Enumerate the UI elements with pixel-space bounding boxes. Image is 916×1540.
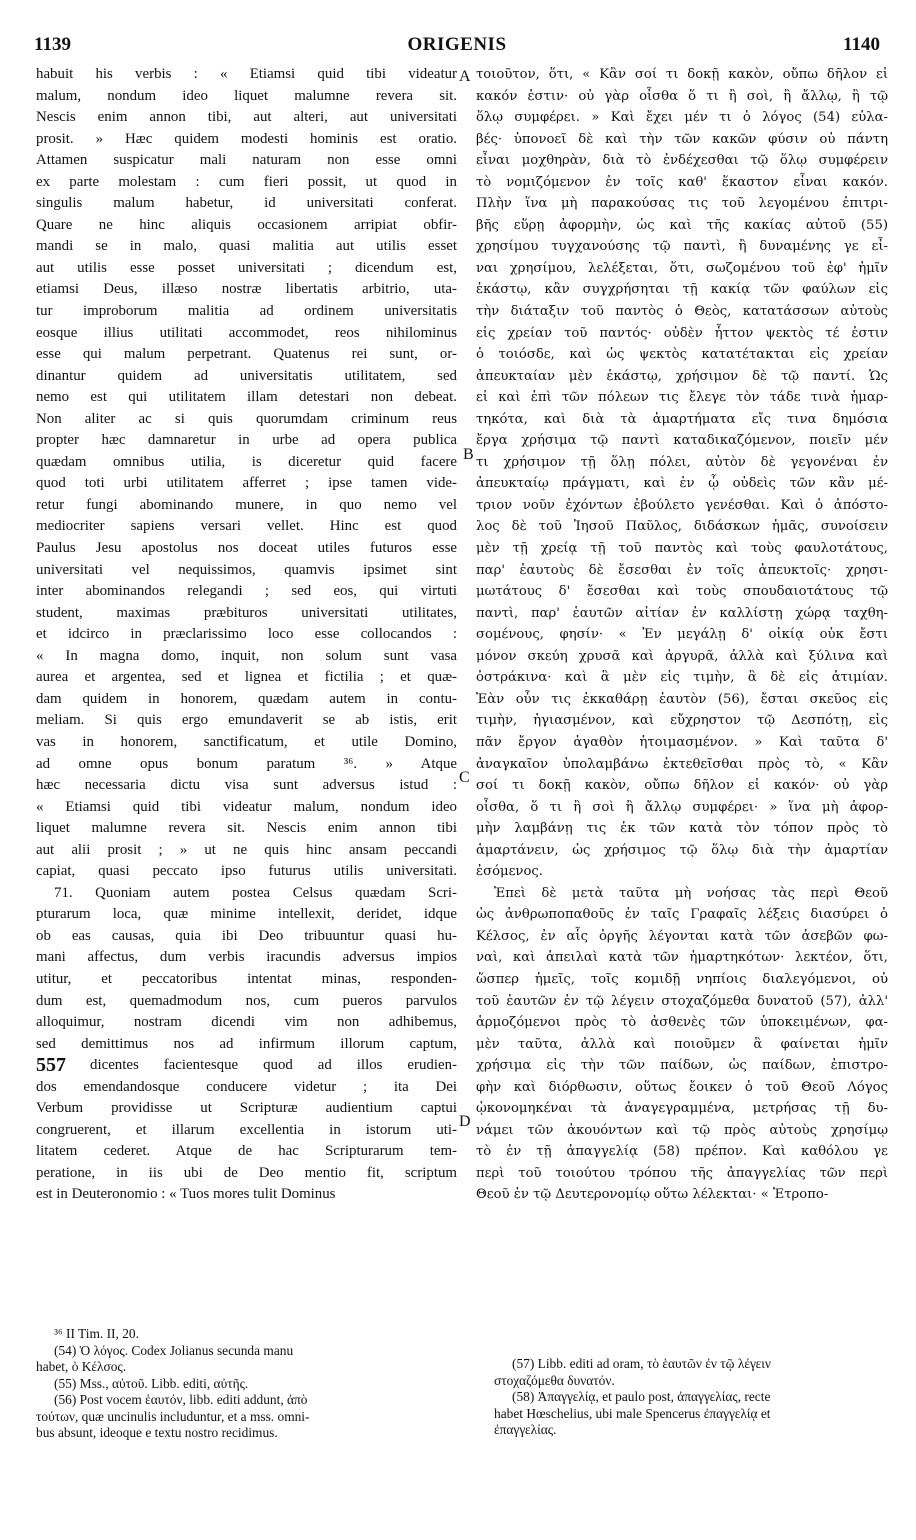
margin-letter-a: A — [459, 68, 471, 85]
text-line: dam quidem in honorem, quædam autem in contu- — [36, 690, 457, 707]
text-line: Quare ne hinc aliquis occasionem arripiat obfir- — [36, 216, 457, 233]
text-line: quædam omnibus utilia, is diceretur quid facere — [36, 453, 457, 470]
text-line: ex parte molestam : cum fieri possit, ut quod in — [36, 173, 457, 190]
text-line: litatem cederet. Atque de hac Scripturarum tem- — [36, 1143, 457, 1160]
text-line: pturarum loca, quæ minime intellexit, deridet, idque — [36, 906, 457, 923]
footnote-line: (58) Ἀπαγγελίᾳ, et paulo post, ἀπαγγελίας, recte — [512, 1389, 771, 1404]
footnote-line: ἐπαγγελίας. — [494, 1422, 557, 1437]
text-line: βῆς εὕρῃ ἀφορμὴν, ὡς καὶ τῆς κακίας αὐτοῦ (55) — [476, 217, 888, 233]
text-line: ὅλῳ συμφέρει. » Καὶ ἔχει μέν τι ὁ λόγος (54) εὐλα- — [476, 110, 888, 126]
text-line: χρήσιμα εἰς τὴν τῶν παίδων, ὡς παίδων, ἐπιστρο- — [476, 1058, 888, 1074]
text-line: mandi se in malo, quasi malitia aut utilis esset — [36, 238, 457, 255]
text-line: σοί τι δοκῇ κακὸν, οὔπω δῆλον εἰ κακόν· οὐ γὰρ — [476, 778, 888, 794]
text-line: τηκότα, καὶ διὰ τὰ ἁμαρτήματα εἴς τινα δημόσια — [476, 411, 888, 427]
text-line: ὀστράκινα· καὶ ἃ μὲν εἰς τιμὴν, ἃ δὲ εἰς ἀτιμίαν. — [476, 670, 888, 686]
text-line: ἀπευκταίαν μὲν ἑκάστῳ, χρήσιμον δὲ τῷ παντί. Ὡς — [476, 368, 888, 384]
text-line: eosque illius utilitati accommodet, reos nihilominus — [36, 324, 457, 341]
text-line: inter abominandos relegandi ; sed eos, qui virtuti — [36, 583, 457, 600]
text-line: capiat, quasi peccato ipso futurus utilis universitati. — [36, 863, 457, 880]
footnote-line: habet, ὁ Κέλσος. — [36, 1359, 127, 1374]
text-line: Ἐπεὶ δὲ μετὰ ταῦτα μὴ νοήσας τὰς περὶ Θεοῦ — [494, 885, 888, 901]
text-line: ἀναγκαῖον ὑπολαμβάνω ἐκτεθεῖσθαι πρὸς τὸ, « Κἂν — [476, 756, 888, 772]
text-line: prosit. » Hæc quidem modesti hominis est oratio. — [36, 130, 457, 147]
text-line: « Etiamsi quid tibi videatur malum, nondum ideo — [36, 798, 457, 815]
page-header — [34, 34, 880, 56]
greek-column — [476, 64, 888, 1206]
text-line: aut alii prosit ; » ut ne quis hinc ansam peccandi — [36, 841, 457, 858]
text-line: retur fungi abominando munere, in quo nemo vel — [36, 496, 457, 513]
text-line: Ἐὰν οὖν τις ἐκκαθάρῃ ἑαυτὸν (56), ἔσται σκεῦος εἰς — [476, 691, 888, 707]
text-line: mani affectus, dum verbis iracundis adversus impios — [36, 949, 457, 966]
text-line: βές· ὑπονοεῖ δὲ καὶ τὴν τῶν κακῶν φύσιν οὐ πάντη — [476, 131, 888, 147]
text-line: aut utilis esse posset universitati ; dicendum est, — [36, 259, 457, 276]
text-line: ὡς ἀνθρωποπαθοῦς ἐν ταῖς Γραφαῖς λέξεις διασύρει ὁ — [476, 907, 888, 923]
text-line: dos emendandosque conducere videtur ; ita Dei — [36, 1078, 457, 1095]
text-line: malum, nondum ideo liquet malumne revera sit. — [36, 87, 457, 104]
latin-column — [36, 64, 457, 1206]
text-line: μόνον σκεύη χρυσᾶ καὶ ἀργυρᾶ, ἀλλὰ καὶ ξύλινα καὶ — [476, 648, 888, 664]
running-title: ORIGENIS — [407, 34, 507, 55]
text-line: « In magna domo, inquit, non solum sunt vasa — [36, 647, 457, 664]
text-line: εἰ καὶ ἐπὶ τῶν πόλεων τις ἔλεγε τὸν τάδε τινὰ ἡμαρ- — [476, 390, 888, 406]
text-line: universitati vel nequissimos, quamvis ipsimet sint — [36, 561, 457, 578]
text-line: ὥσπερ ἡμεῖς, τοῖς κομιδῇ νηπίοις διαλεγόμενοι, οὐ — [476, 971, 888, 987]
inline-page-number: 557 — [36, 1054, 66, 1077]
text-line: τοῦ ἑαυτῶν ἐν τῷ λέγειν στοχαζόμεθα δυνατοῦ (57), ἀλλ' — [476, 993, 888, 1009]
text-line: παρ' ἑαυτοὺς δὲ ἔσεσθαι ἐν τοῖς ἀπευκτοῖς· χρησι- — [476, 562, 888, 578]
page-number-left: 1139 — [34, 34, 71, 55]
text-line: Non aliter ac si quis quorumdam criminum reus — [36, 410, 457, 427]
text-line: dinantur quidem ad universitatis utilitatem, sed — [36, 367, 457, 384]
footnote-line: bus absunt, ideoque e textu nostro recidimus. — [36, 1425, 278, 1440]
text-line: τι χρήσιμον τῇ ὅλῃ πόλει, αὐτὸν δὲ γεγονέναι ἐν — [476, 454, 888, 470]
footnote-line: ³⁶ II Tim. II, 20. — [54, 1326, 139, 1341]
text-line: ob eas causas, quia ibi Deo tribuuntur quasi hu- — [36, 927, 457, 944]
footnote-line: στοχαζόμεθα δυνατόν. — [494, 1372, 615, 1388]
page-number-right: 1140 — [843, 34, 880, 55]
text-line: etiamsi Deus, illæso nostræ libertatis arbitrio, uta- — [36, 281, 457, 298]
text-line: utitur, et peccatoribus intentat minas, responden- — [36, 970, 457, 987]
text-line: peratione, in iis ubi de Deo mentio fit, scriptum — [36, 1164, 457, 1181]
text-line: ἔργα χρήσιμα τῷ παντὶ καταδικαζόμενον, ποιεῖν μέν — [476, 433, 888, 449]
text-line: οἶσθα, ὅ τι ἢ σοὶ ἢ ἄλλῳ συμφέρει· » ἵνα μὴ ἀφορ- — [476, 799, 888, 815]
text-line: meliam. Si quis ergo emundaverit se ab istis, erit — [36, 712, 457, 729]
text-line: μωτάτους δ' ἔσεσθαι καὶ τοὺς σπουδαιοτάτους τῷ — [476, 584, 888, 600]
right-footnotes — [494, 1356, 888, 1439]
text-line: hæc necessaria dictu visa sunt adversus istud : — [36, 777, 457, 794]
footnote-line: (57) Libb. editi ad oram, τὸ ἑαυτῶν ἐν τῷ λέγειν — [512, 1356, 771, 1371]
text-line: vas in honorem, sanctificatum, et utile Domino, — [36, 733, 457, 750]
text-line: ἑκάστῳ, κἂν συγχρήσηται τῇ κακίᾳ τῶν φαύλων εἰς — [476, 282, 888, 298]
text-line: Attamen suspicatur mali naturam non esse omni — [36, 152, 457, 169]
left-footnotes — [36, 1326, 457, 1442]
footnote-line: (56) Post vocem ἑαυτόν, libb. editi addunt, ἀπὸ — [54, 1392, 308, 1407]
text-line: ὁ τοιόσδε, καὶ ὡς ψεκτὸς κατατέτακται εἰς χρείαν — [476, 347, 888, 363]
text-line: τὸ νομιζόμενον ἐν τοῖς καθ' ἕκαστον εἶναι κακόν. — [476, 174, 888, 190]
footnote-line: τούτων, quæ uncinulis includuntur, et a mss. omni- — [36, 1408, 310, 1424]
text-line: tur improborum malitia ad ordinem universitatis — [36, 303, 457, 320]
text-line: mediocriter sapiens versari vellet. Hinc est quod — [36, 518, 457, 535]
text-line: Verbum providisse ut Scripturæ audientium captui — [36, 1100, 457, 1117]
text-line: ναι χρησίμου, λελέξεται, ὅτι, σωζομένου τοῦ ἐφ' ἡμῖν — [476, 260, 888, 276]
text-line: ἁμαρτάνειν, ὡς χρήσιμος τῷ ὅλῳ διὰ τὴν ἁμαρτίαν — [476, 842, 888, 858]
text-line: habuit his verbis : « Etiamsi quid tibi videatur — [36, 66, 457, 82]
text-line: Πλὴν ἵνα μὴ παρακούσας τις τοῦ λεγομένου ἐπιτρι- — [476, 196, 888, 212]
text-line: τριον νοῦν ἐχόντων ἐβούλετο γενέσθαι. Καὶ ὁ ἀπόστο- — [476, 497, 888, 513]
text-line: ναὶ, καὶ ἀπειλαὶ κατὰ τῶν ἡμαρτηκότων· λεκτέον, ὅτι, — [476, 950, 888, 966]
text-line: παντὶ, παρ' ἑαυτῶν αἰτίαν ἐν καλλίστῃ χώρᾳ ταχθη- — [476, 605, 888, 621]
text-line: propter hæc damnaretur in urbe ad opera publica — [36, 432, 457, 449]
text-line: μὴν λαμβάνῃ τις ἐκ τῶν κατὰ τὸν τόπον πρὸς τὸ — [476, 821, 888, 837]
text-line: student, maximas præbituros universitati utilitates, — [36, 604, 457, 621]
text-line: σομένους, φησίν· « Ἐν μεγάλῃ δ' οἰκίᾳ οὐκ ἔστι — [476, 627, 888, 643]
text-line: quod toti urbi utilitatem afferret ; ipse tamen vide- — [36, 475, 457, 492]
text-line: liquet malumne revera sit. Nescis enim annon tibi — [36, 820, 457, 837]
text-line: 71. Quoniam autem postea Celsus quædam Scri- — [54, 884, 457, 901]
text-line: esse qui malum perpetrant. Quatenus rei sunt, or- — [36, 346, 457, 363]
text-line: ad omne opus bonum paratum ³⁶. » Atque — [36, 755, 457, 772]
text-line: Paulus Jesu apostolus nos doceat utiles futuros esse — [36, 540, 457, 557]
text-line: μὲν ταῦτα, ἀλλὰ καὶ ποιοῦμεν ἃ φαίνεται ἡμῖν — [476, 1036, 888, 1052]
text-line: τιμὴν, ἡγιασμένον, καὶ εὔχρηστον τῷ Δεσπότῃ, εἰς — [476, 713, 888, 729]
text-line: ἐσόμενος. — [476, 864, 543, 880]
footnote-line: (54) Ὁ λόγος. Codex Jolianus secunda manu — [54, 1342, 294, 1358]
margin-letter-b: B — [463, 446, 474, 463]
text-line: τοιοῦτον, ὅτι, « Κἂν σοί τι δοκῇ κακὸν, οὔπω δῆλον εἰ — [476, 67, 888, 82]
text-line: πᾶν ἔργον ἀγαθὸν ἡτοιμασμένον. » Καὶ ταῦτα δ' — [476, 734, 888, 750]
text-line: est in Deuteronomio : « Tuos mores tulit Dominus — [36, 1186, 336, 1203]
text-line: nemo est qui utilitatem illam detestari non debeat. — [36, 389, 457, 406]
text-line: εἰς χρείαν τοῦ παντός· οὐδὲν ἧττον ψεκτὸς τέ ἐστιν — [476, 325, 888, 341]
text-line: alloquimur, nostram dicendi vim non adhibemus, — [36, 1014, 457, 1031]
text-line: περὶ τοῦ τοιούτου τρόπου τῆς ἀπαγγελίας τῶν περὶ — [476, 1165, 888, 1181]
text-line: μὲν τῇ χρείᾳ τῇ τοῦ παντὸς καὶ τοὺς φαυλοτάτους, — [476, 541, 888, 557]
text-line: χρησίμου τυγχανούσης τῷ παντὶ, ἢ δυναμένης γε εἶ- — [476, 239, 888, 255]
footnote-line: (55) Mss., αὐτοῦ. Libb. editi, αὐτῆς. — [54, 1375, 249, 1391]
text-line: ᾠκονομηκέναι τὰ ἀναγεγραμμένα, μετρήσας τῇ δυ- — [476, 1101, 888, 1117]
text-line: ἁρμοζόμενοι πρὸς τὸ ἀσθενὲς τῶν ὑποκειμένων, φα- — [476, 1015, 888, 1031]
text-line: aurea et argentea, sed et lignea et fictilia ; et quæ- — [36, 669, 457, 686]
text-line: Κέλσος, ἐν αἷς ὀργῆς λέγονται κατὰ τῶν ἀσεβῶν φω- — [476, 928, 888, 944]
text-line: τὸ ἐν τῇ ἀπαγγελίᾳ (58) πρέπον. Καὶ καθόλου γε — [476, 1144, 888, 1160]
text-line: φὴν καὶ διόρθωσιν, οὕτως ἔοικεν ὁ τοῦ Θεοῦ Λόγος — [476, 1079, 888, 1095]
text-line: singulis malum habetur, id universitati conferat. — [36, 195, 457, 212]
text-line: κακόν ἐστιν· οὐ γὰρ οἶσθα ὅ τι ἢ σοὶ, ἢ ἄλλῳ, ἢ τῷ — [476, 88, 888, 104]
text-line: νάμει τῶν ἀκουόντων καὶ τῷ πρὸς αὐτοὺς χρησίμῳ — [476, 1122, 888, 1138]
text-line: λος δὲ τοῦ Ἰησοῦ Παῦλος, διδάσκων ἡμᾶς, συνοίσειν — [476, 519, 888, 535]
text-line: εἶναι μοχθηρὰν, διὰ τὸ ἐνδέχεσθαι τῷ ὅλῳ συμφέρειν — [476, 153, 888, 169]
text-line: Nescis enim annon tibi, aut alteri, aut universitati — [36, 109, 457, 126]
footnote-line: habet Hœschelius, ubi male Spencerus ἐπαγγελίᾳ et — [494, 1405, 771, 1421]
text-line: dicentes facientesque quod ad illos erudien- — [90, 1057, 457, 1074]
text-line: congruerent, et illarum excellentia in istorum uti- — [36, 1121, 457, 1138]
text-line: dum est, quemadmodum nos, cum pueros parvulos — [36, 992, 457, 1009]
text-line: ἀπευκταίῳ πράγματι, καὶ ἐν ᾧ οὐδεὶς τῶν κἂν μέ- — [476, 476, 888, 492]
text-line: sed demittimus nos ad infirmum illorum captum, — [36, 1035, 457, 1052]
margin-letter-c: C — [459, 769, 470, 786]
text-line: τὴν διάταξιν τοῦ παντὸς ὁ Θεὸς, κατατάσσων αὐτοὺς — [476, 304, 888, 320]
text-line: Θεοῦ ἐν τῷ Δευτερονομίῳ οὕτω λέλεκται· « Ἐτροπο- — [476, 1187, 829, 1203]
text-line: et idcirco in præclarissimo loco esse collocandos : — [36, 626, 457, 643]
margin-letter-d: D — [459, 1113, 471, 1130]
